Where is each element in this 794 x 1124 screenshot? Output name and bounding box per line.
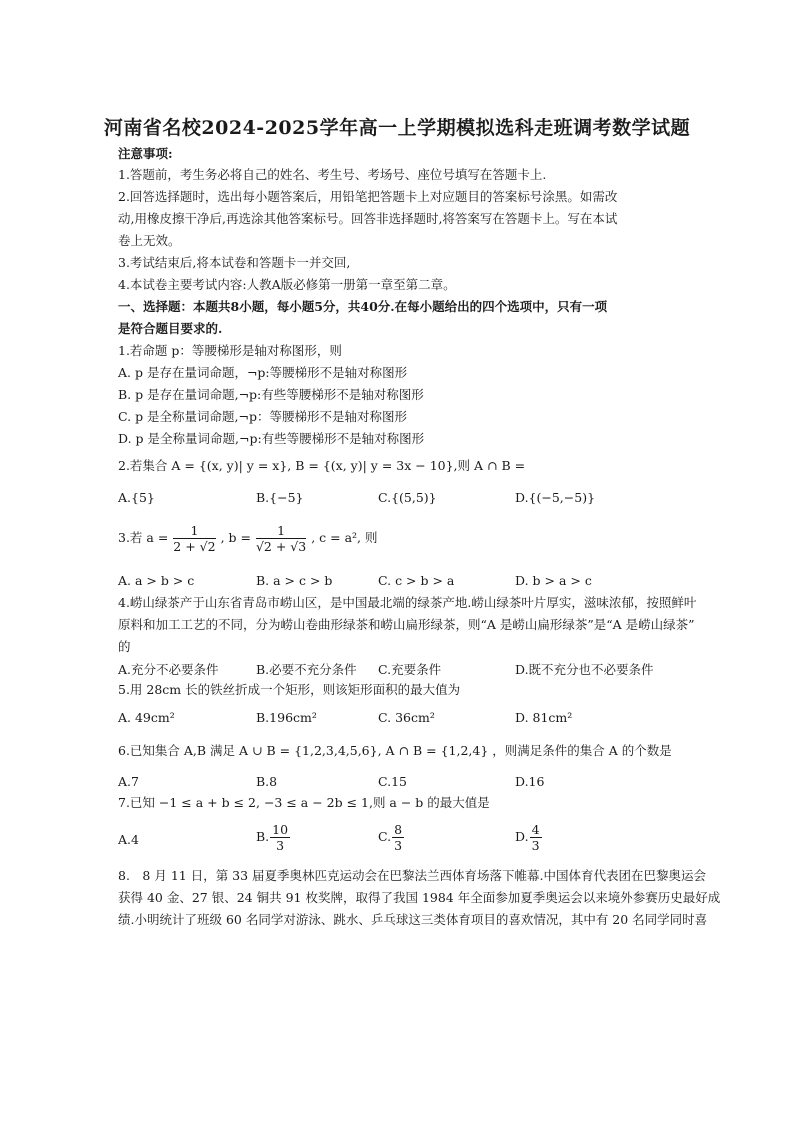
question-3-suffix: , c = a², 则 xyxy=(311,530,378,545)
question-4-option-b: B.必要不充分条件 xyxy=(256,662,357,677)
question-2-option-a: A.{5} xyxy=(118,490,155,505)
fraction-denominator: 3 xyxy=(394,838,403,853)
question-1-stem: 1.若命题 p：等腰梯形是轴对称图形，则 xyxy=(118,343,342,358)
question-6-option-c: C.15 xyxy=(378,774,407,789)
fraction-b xyxy=(256,523,306,554)
question-4-text: 4.崂山绿茶产于山东省青岛市崂山区，是中国最北端的绿茶产地.崂山绿茶叶片厚实，滋味浓郁，按照鲜叶 xyxy=(118,595,697,610)
question-8-text: 绩.小明统计了班级 60 名同学对游泳、跳水、乒乓球这三类体育项目的喜欢情况，其中有 20 名同学同时喜 xyxy=(118,912,708,927)
question-6-option-d: D.16 xyxy=(515,774,545,789)
question-5-option-a: A. 49cm² xyxy=(118,710,175,725)
fraction-numerator: 1 xyxy=(173,523,215,539)
question-4-option-a: A.充分不必要条件 xyxy=(118,662,219,677)
fraction-denominator: √2 + √3 xyxy=(255,539,307,554)
notice-heading: 注意事项: xyxy=(118,146,173,161)
question-7-option-a: A.4 xyxy=(118,832,139,847)
question-2-stem: 2.若集合 A = {(x, y)| y = x}, B = {(x, y)| y = 3x − 10},则 A ∩ B = xyxy=(118,458,526,473)
notice-item: 动,用橡皮擦干净后,再选涂其他答案标号。回答非选择题时,将答案写在答题卡上。写在本试 xyxy=(118,211,618,226)
question-6-option-b: B.8 xyxy=(256,774,278,789)
fraction xyxy=(270,822,290,853)
option-letter: C. xyxy=(378,829,392,844)
question-3-option-a: A. a > b > c xyxy=(118,573,195,588)
question-2-option-b: B.{−5} xyxy=(256,490,304,505)
question-2-option-c: C.{(5,5)} xyxy=(378,490,437,505)
section-heading: 一、选择题：本题共8小题，每小题5分，共40分.在每小题给出的四个选项中，只有一项 xyxy=(118,299,608,314)
page-title: 河南省名校2024-2025学年高一上学期模拟选科走班调考数学试题 xyxy=(103,117,691,139)
fraction-numerator: 1 xyxy=(256,523,306,539)
notice-item: 3.考试结束后,将本试卷和答题卡一并交回, xyxy=(118,255,351,270)
notice-item: 卷上无效。 xyxy=(118,233,181,248)
option-letter: B. xyxy=(256,829,270,844)
question-5-option-c: C. 36cm² xyxy=(378,710,435,725)
question-4-text: 的 xyxy=(118,639,131,654)
fraction xyxy=(392,822,404,853)
fraction-a xyxy=(173,523,215,554)
question-2-option-d: D.{(−5,−5)} xyxy=(515,490,596,505)
question-3-option-b: B. a > c > b xyxy=(256,573,333,588)
fraction-numerator: 4 xyxy=(531,822,540,837)
option-letter: D. xyxy=(515,829,529,844)
notice-item: 2.回答选择题时，选出每小题答案后，用铅笔把答题卡上对应题目的答案标号涂黑。如需改 xyxy=(118,189,618,204)
question-1-option-b: B. p 是存在量词命题,¬p:有些等腰梯形不是轴对称图形 xyxy=(118,387,424,402)
question-7-option-c xyxy=(378,822,405,853)
notice-item: 1.答题前，考生务必将自己的姓名、考生号、考场号、座位号填写在答题卡上. xyxy=(118,167,547,182)
question-1-option-c: C. p 是全称量词命题,¬p：等腰梯形不是轴对称图形 xyxy=(118,409,407,424)
section-heading: 是符合题目要求的. xyxy=(118,321,223,336)
question-4-text: 原料和加工工艺的不同，分为崂山卷曲形绿茶和崂山扁形绿茶，则“A 是崂山扁形绿茶”是“A 是崂山绿茶” xyxy=(118,617,695,632)
question-3-prefix: 3.若 a = xyxy=(118,530,169,545)
question-1-option-d: D. p 是全称量词命题,¬p:有些等腰梯形不是轴对称图形 xyxy=(118,431,425,446)
question-3-option-d: D. b > a > c xyxy=(515,573,592,588)
question-8-text: 获得 40 金、27 银、24 铜共 91 枚奖牌，取得了我国 1984 年全面参加夏季奥运会以来境外参赛历史最好成 xyxy=(118,890,721,905)
question-1-option-a: A. p 是存在量词命题，¬p:等腰梯形不是轴对称图形 xyxy=(118,365,408,380)
question-4-option-d: D.既不充分也不必要条件 xyxy=(515,662,654,677)
question-3-stem xyxy=(118,523,683,554)
question-4-option-c: C.充要条件 xyxy=(378,662,442,677)
question-3-mid: , b = xyxy=(220,530,251,545)
fraction xyxy=(530,822,542,853)
fraction-numerator: 8 xyxy=(394,822,403,837)
question-3-option-c: C. c > b > a xyxy=(378,573,455,588)
question-8-text: 8. 8 月 11 日，第 33 届夏季奥林匹克运动会在巴黎法兰西体育场落下帷幕.中国体育代表团在巴黎奥运会 xyxy=(118,868,707,883)
notice-item: 4.本试卷主要考试内容:人教A版必修第一册第一章至第二章。 xyxy=(118,277,456,292)
fraction-numerator: 10 xyxy=(272,822,289,837)
question-7-stem: 7.已知 −1 ≤ a + b ≤ 2, −3 ≤ a − 2b ≤ 1,则 a − b 的最大值是 xyxy=(118,795,490,810)
question-5-option-b: B.196cm² xyxy=(256,710,317,725)
question-5-option-d: D. 81cm² xyxy=(515,710,573,725)
question-6-stem: 6.已知集合 A,B 满足 A ∪ B = {1,2,3,4,5,6}, A ∩ B = {1,2,4} ，则满足条件的集合 A 的个数是 xyxy=(118,743,672,758)
question-7-option-d xyxy=(515,822,543,853)
fraction-denominator: 3 xyxy=(276,838,285,853)
question-5-stem: 5.用 28cm 长的铁丝折成一个矩形，则该矩形面积的最大值为 xyxy=(118,682,461,697)
fraction-denominator: 3 xyxy=(531,838,540,853)
question-7-option-b xyxy=(256,822,291,853)
fraction-denominator: 2 + √2 xyxy=(173,539,216,554)
question-6-option-a: A.7 xyxy=(118,774,139,789)
